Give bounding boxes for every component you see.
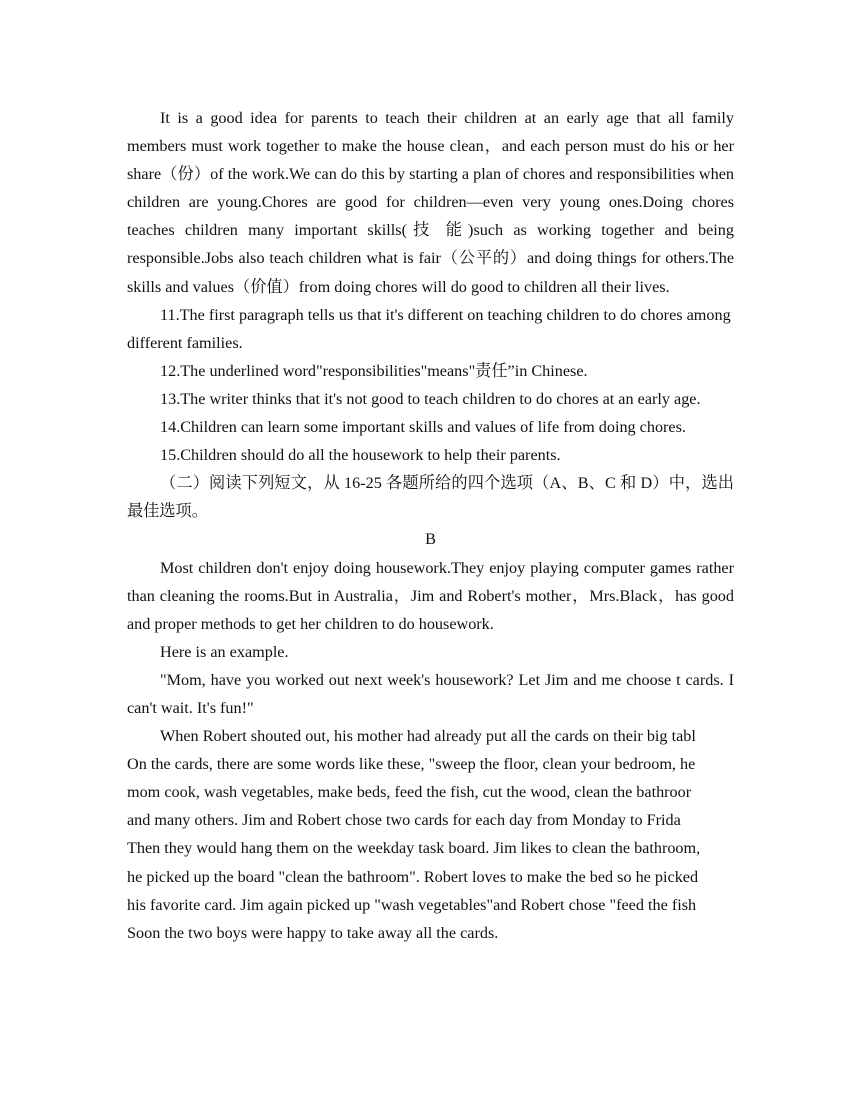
statement-11: 11.The first paragraph tells us that it's different on teaching children to do chores among different families.: [127, 305, 731, 352]
document-body: [127, 104, 734, 947]
statement-12: 12.The underlined word"responsibilities"means"责任”in Chinese.: [160, 361, 588, 380]
paragraph-line: his favorite card. Jim again picked up "wash vegetables"and Robert chose "feed the fish: [127, 895, 697, 914]
paragraph-line: On the cards, there are some words like these, "sweep the floor, clean your bedroom, he: [127, 755, 696, 774]
paragraph-line: Soon the two boys were happy to take away all the cards.: [127, 923, 499, 942]
paragraph-line: mom cook, wash vegetables, make beds, feed the fish, cut the wood, clean the bathroor: [127, 783, 692, 802]
passage-b-paragraph-4: [127, 722, 734, 947]
passage-a-paragraph: It is a good idea for parents to teach their children at an early age that all family members must work together to make the house clean，and each person must do his or her share（份）of the work.We can do this by starting a plan of chores and responsibilities when children are young.Chores are good for children—even very young ones.Doing chores teaches children many important skills(技 能)such as working together and being responsible.Jobs also teach children what is fair（公平的）and doing things for others.The skills and values（价值）from doing chores will do good to children all their lives.: [127, 109, 734, 296]
passage-b-paragraph-1: Most children don't enjoy doing housework.They enjoy playing computer games rather than cleaning the rooms.But in Australia，Jim and Robert's mother，Mrs.Black，has good and proper methods to get her children to do housework.: [127, 558, 734, 633]
passage-b-paragraph-3: "Mom, have you worked out next week's housework? Let Jim and me choose t cards. I can't wait. It's fun!": [127, 670, 734, 717]
paragraph-line: and many others. Jim and Robert chose two cards for each day from Monday to Frida: [127, 811, 681, 830]
paragraph-line: Then they would hang them on the weekday task board. Jim likes to clean the bathroom,: [127, 839, 701, 858]
paragraph-line: he picked up the board "clean the bathroom". Robert loves to make the bed so he picked: [127, 867, 699, 886]
statement-13: 13.The writer thinks that it's not good to teach children to do chores at an early age.: [160, 389, 701, 408]
statement-15: 15.Children should do all the housework to help their parents.: [160, 446, 561, 465]
passage-b-paragraph-2: Here is an example.: [160, 642, 289, 661]
statement-14: 14.Children can learn some important skills and values of life from doing chores.: [160, 418, 686, 437]
passage-b-label: B: [425, 530, 436, 549]
paragraph-line: When Robert shouted out, his mother had already put all the cards on their big tabl: [160, 727, 696, 746]
section-instruction: （二）阅读下列短文，从 16-25 各题所给的四个选项（A、B、C 和 D）中，选出最佳选项。: [127, 474, 734, 521]
